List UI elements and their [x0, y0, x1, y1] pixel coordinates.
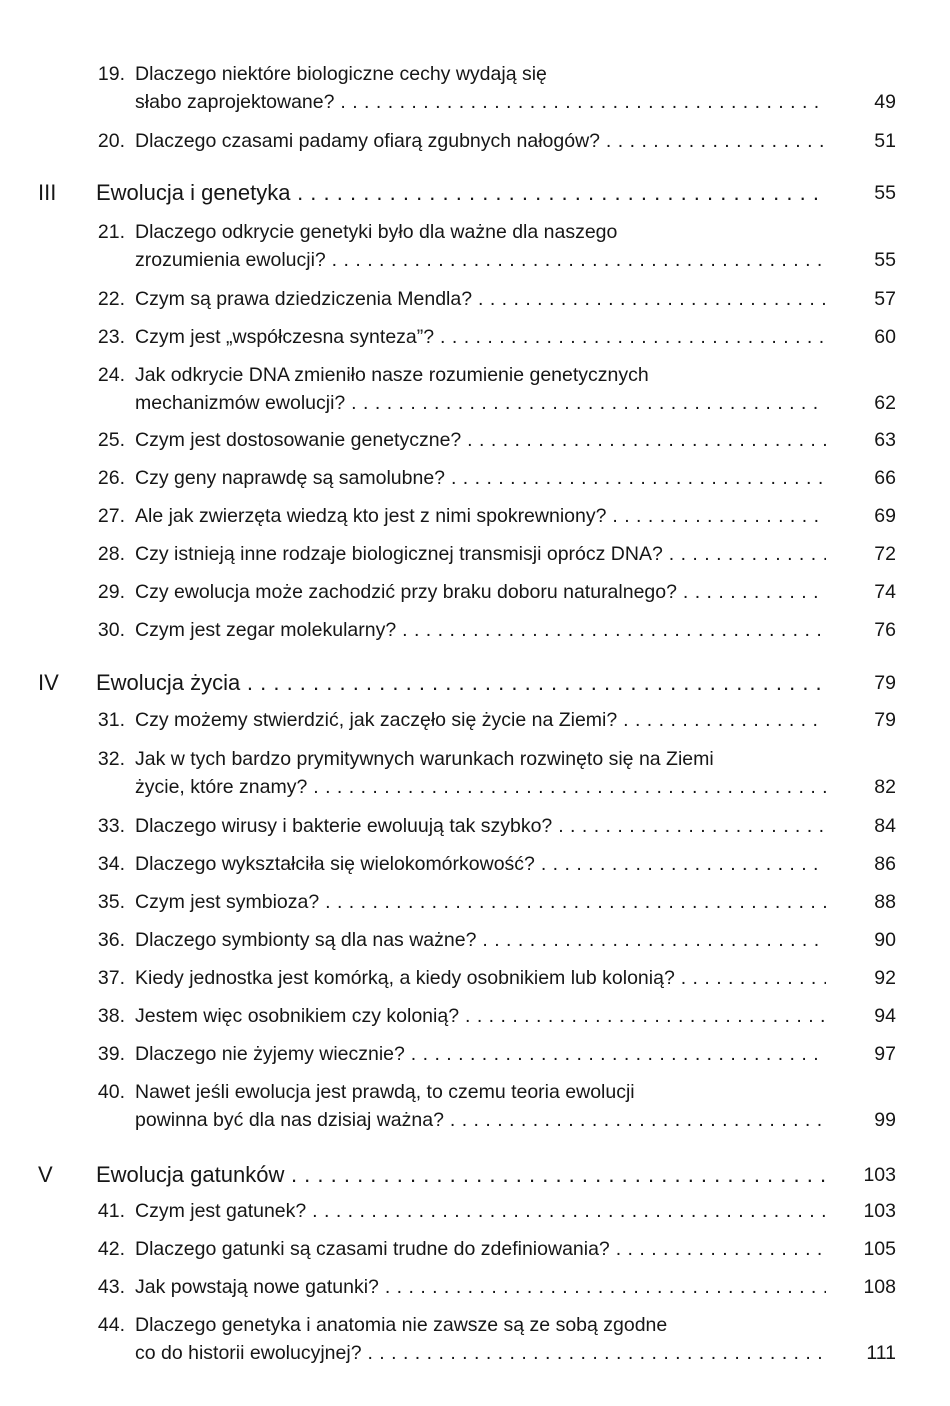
- page-number: 60: [874, 326, 896, 348]
- entry-title-line: Dlaczego odkrycie genetyki było dla ważne dla naszego: [135, 221, 618, 243]
- section-title: Ewolucja życia . . .: [96, 668, 826, 698]
- page-number: 86: [874, 853, 896, 875]
- page-number: 79: [874, 709, 896, 731]
- entry-title-line: Czym są prawa dziedziczenia Mendla? . . .: [135, 285, 826, 313]
- page-number: 97: [874, 1043, 896, 1065]
- page-number: 82: [874, 776, 896, 798]
- entry-number: 27.: [97, 505, 125, 527]
- page-number: 99: [874, 1109, 896, 1131]
- entry-title-line: Czym jest „współczesna synteza”? . . .: [135, 323, 826, 351]
- entry-title-line: Jestem więc osobnikiem czy kolonią? . . .: [135, 1002, 826, 1030]
- entry-number: 41.: [97, 1200, 125, 1222]
- entry-number: 29.: [97, 581, 125, 603]
- entry-title-line: Czy ewolucja może zachodzić przy braku doboru naturalnego? . . .: [135, 578, 826, 606]
- entry-title-line: Dlaczego wirusy i bakterie ewoluują tak szybko? . . .: [135, 812, 826, 840]
- entry-title-line: Czym jest zegar molekularny? . . .: [135, 616, 826, 644]
- entry-title-line: Czy geny naprawdę są samolubne? . . .: [135, 464, 826, 492]
- entry-title-line: Dlaczego gatunki są czasami trudne do zdefiniowania? . . .: [135, 1235, 826, 1263]
- entry-number: 30.: [97, 619, 125, 641]
- entry-number: 24.: [97, 364, 125, 386]
- page-number: 55: [874, 182, 896, 204]
- page-number: 62: [874, 392, 896, 414]
- entry-title-line: Czy istnieją inne rodzaje biologicznej transmisji oprócz DNA? . . .: [135, 540, 826, 568]
- entry-number: 26.: [97, 467, 125, 489]
- entry-title-line: Kiedy jednostka jest komórką, a kiedy osobnikiem lub kolonią? . . .: [135, 964, 826, 992]
- section-number: V: [38, 1162, 53, 1187]
- entry-number: 31.: [97, 709, 125, 731]
- page-number: 105: [863, 1238, 896, 1260]
- page-number: 111: [866, 1342, 896, 1364]
- entry-number: 28.: [97, 543, 125, 565]
- page-number: 69: [874, 505, 896, 527]
- entry-title-line: co do historii ewolucyjnej? . . .: [135, 1339, 826, 1367]
- entry-title-line: Jak odkrycie DNA zmieniło nasze rozumienie genetycznych: [135, 364, 649, 386]
- entry-title-line: Jak w tych bardzo prymitywnych warunkach rozwinęto się na Ziemi: [135, 748, 714, 770]
- entry-number: 36.: [97, 929, 125, 951]
- entry-title-line: Jak powstają nowe gatunki? . . .: [135, 1273, 826, 1301]
- page-number: 103: [863, 1200, 896, 1222]
- entry-title-line: Dlaczego genetyka i anatomia nie zawsze są ze sobą zgodne: [135, 1314, 668, 1336]
- page-number: 51: [874, 130, 896, 152]
- entry-title-line: zrozumienia ewolucji? . . .: [135, 246, 826, 274]
- entry-title-line: Dlaczego wykształciła się wielokomórkowość? . . .: [135, 850, 826, 878]
- entry-title-line: Nawet jeśli ewolucja jest prawdą, to czemu teoria ewolucji: [135, 1081, 635, 1103]
- entry-number: 37.: [97, 967, 125, 989]
- page-number: 66: [874, 467, 896, 489]
- page-number: 72: [874, 543, 896, 565]
- entry-number: 19.: [97, 63, 125, 85]
- entry-title-line: Dlaczego czasami padamy ofiarą zgubnych nałogów? . . .: [135, 127, 826, 155]
- entry-number: 33.: [97, 815, 125, 837]
- page-number: 84: [874, 815, 896, 837]
- page-number: 74: [874, 581, 896, 603]
- entry-title-line: Czy możemy stwierdzić, jak zaczęło się życie na Ziemi? . . .: [135, 706, 826, 734]
- page-number: 55: [874, 249, 896, 271]
- entry-number: 40.: [97, 1081, 125, 1103]
- page-number: 108: [863, 1276, 896, 1298]
- entry-number: 44.: [97, 1314, 125, 1336]
- entry-title-line: powinna być dla nas dzisiaj ważna? . . .: [135, 1106, 826, 1134]
- section-title: Ewolucja gatunków . . .: [96, 1160, 826, 1190]
- entry-title-line: Dlaczego nie żyjemy wiecznie? . . .: [135, 1040, 826, 1068]
- entry-number: 38.: [97, 1005, 125, 1027]
- page-number: 49: [874, 91, 896, 113]
- entry-title-line: Czym jest dostosowanie genetyczne? . . .: [135, 426, 826, 454]
- entry-number: 25.: [97, 429, 125, 451]
- entry-number: 22.: [97, 288, 125, 310]
- page-number: 76: [874, 619, 896, 641]
- entry-title-line: życie, które znamy? . . .: [135, 773, 826, 801]
- entry-title-line: Czym jest symbioza? . . .: [135, 888, 826, 916]
- entry-title-line: Czym jest gatunek? . . .: [135, 1197, 826, 1225]
- section-number: IV: [38, 670, 59, 695]
- entry-title-line: mechanizmów ewolucji? . . .: [135, 389, 826, 417]
- page-number: 103: [863, 1164, 896, 1186]
- entry-title-line: słabo zaprojektowane? . . .: [135, 88, 826, 116]
- page-number: 92: [874, 967, 896, 989]
- entry-number: 43.: [97, 1276, 125, 1298]
- page-number: 57: [874, 288, 896, 310]
- page-number: 63: [874, 429, 896, 451]
- section-title: Ewolucja i genetyka . . .: [96, 178, 826, 208]
- entry-title-line: Dlaczego niektóre biologiczne cechy wydają się: [135, 63, 547, 85]
- entry-number: 32.: [97, 748, 125, 770]
- entry-number: 20.: [97, 130, 125, 152]
- entry-number: 23.: [97, 326, 125, 348]
- entry-number: 39.: [97, 1043, 125, 1065]
- section-number: III: [38, 180, 57, 205]
- page-number: 88: [874, 891, 896, 913]
- entry-title-line: Ale jak zwierzęta wiedzą kto jest z nimi spokrewniony? . . .: [135, 502, 826, 530]
- entry-number: 35.: [97, 891, 125, 913]
- page-number: 90: [874, 929, 896, 951]
- entry-number: 21.: [97, 221, 125, 243]
- entry-number: 42.: [97, 1238, 125, 1260]
- page-number: 79: [874, 672, 896, 694]
- entry-title-line: Dlaczego symbionty są dla nas ważne? . . .: [135, 926, 826, 954]
- page-number: 94: [874, 1005, 896, 1027]
- entry-number: 34.: [97, 853, 125, 875]
